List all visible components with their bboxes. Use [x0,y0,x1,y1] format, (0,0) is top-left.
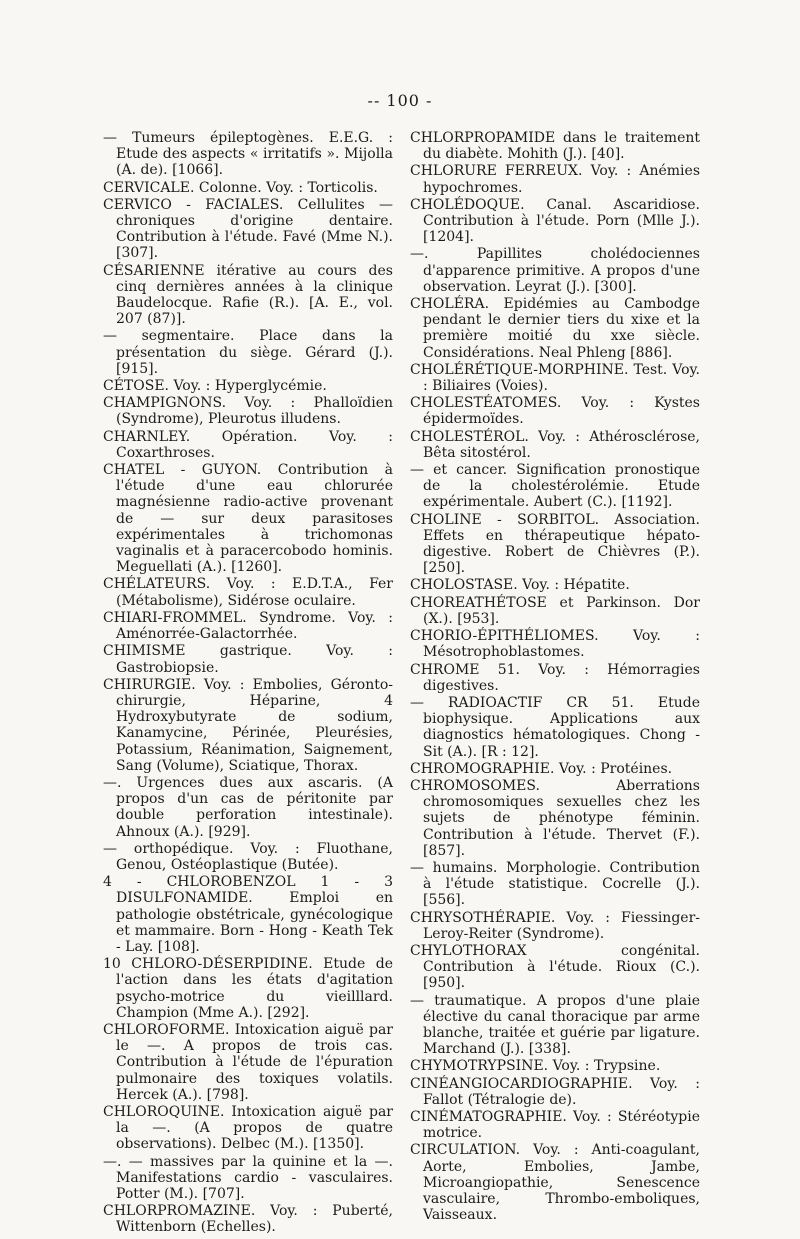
index-entry: CHOLÉDOQUE. Canal. Ascaridiose. Contribution à l'étude. Porn (Mlle J.). [1204]. [410,196,700,246]
index-entry: — traumatique. A propos d'une plaie élective du canal thoracique par arme blanche, traitée et guérie par ligature. Marchand (J.). [338]. [410,992,700,1058]
index-entry: 10 CHLORO-DÉSERPIDINE. Etude de l'action dans les états d'agitation psycho-motrice du vieilllard. Champion (Mme A.). [292]. [103,956,393,1021]
index-entry: CINÉMATOGRAPHIE. Voy. : Stéréotypie motrice. [410,1108,700,1142]
index-entry: CHIRURGIE. Voy. : Embolies, Géronto-chirurgie, Héparine, 4 Hydroxybutyrate de sodium, Kanamycine, Périnée, Pleurésies, Potassium, Réanimation, Saignement, Sang (Volume), Sciatique, Thorax. [103,676,393,774]
index-entry: CHOLOSTASE. Voy. : Hépatite. [410,577,630,594]
index-entry: CHÉLATEURS. Voy. : E.D.T.A., Fer (Métabolisme), Sidérose oculaire. [103,576,393,609]
index-entry: —. — massives par la quinine et la —. Manifestations cardio - vasculaires. Potter (M.). [707]. [103,1153,393,1202]
index-entry: CHLOROFORME. Intoxication aiguë par le —. A propos de trois cas. Contribution à l'étude de l'épuration pulmonaire des toxiques volatils. Hercek (A.). [798]. [103,1021,393,1103]
index-entry: CHIARI-FROMMEL. Syndrome. Voy. : Aménorrée-Galactorrhée. [103,609,393,643]
index-entry: CHLORPROPAMIDE dans le traitement du diabète. Mohith (J.). [40]. [410,130,700,163]
left-column [103,130,393,1237]
index-entry: — RADIOACTIF CR 51. Etude biophysique. Applications aux diagnostics hématologiques. Chong - Sit (A.). [R : 12]. [410,694,700,760]
index-entry: CHIMISME gastrique. Voy. : Gastrobiopsie. [103,643,393,676]
index-entry: — segmentaire. Place dans la présentation du siège. Gérard (J.). [915]. [103,328,393,377]
index-entry: —. Urgences dues aux ascaris. (A propos d'un cas de péritonite par double perforation intestinale). Ahnoux (A.). [929]. [103,774,393,840]
index-entry: CHLORPROMAZINE. Voy. : Puberté, Wittenborn (Echelles). [103,1203,393,1236]
index-entry: CINÉANGIOCARDIOGRAPHIE. Voy. : Fallot (Tétralogie de). [410,1075,700,1108]
index-entry: CHOLÉRÉTIQUE-MORPHINE. Test. Voy. : Biliaires (Voies). [410,361,700,395]
index-entry: CIRCULATION. Voy. : Anti-coagulant, Aorte, Embolies, Jambe, Microangiopathie, Senescence vasculaire, Thrombo-emboliques, Vaisseaux. [410,1142,700,1224]
index-entry: CHROME 51. Voy. : Hémorragies digestives. [410,661,700,694]
index-entry: CHYLOTHORAX congénital. Contribution à l'étude. Rioux (C.). [950]. [410,942,700,992]
index-entry: CHOLÉRA. Epidémies au Cambodge pendant le dernier tiers du xixe et la première moitié du xxe siècle. Considérations. Neal Phleng [886]. [410,296,700,361]
page-number: -- 100 - [367,91,433,110]
index-entry: CHROMOGRAPHIE. Voy. : Protéines. [410,760,673,777]
index-entry: — Tumeurs épileptogènes. E.E.G. : Etude des aspects « irritatifs ». Mijolla (A. de). [1066]. [103,130,393,179]
index-entry: CHARNLEY. Opération. Voy. : Coxarthroses. [103,428,393,461]
index-entry: CHAMPIGNONS. Voy. : Phalloïdien (Syndrome), Pleurotus illudens. [103,395,393,428]
index-entry: CHOLESTÉATOMES. Voy. : Kystes épidermoïdes. [410,395,700,428]
index-entry: CHOREATHÉTOSE et Parkinson. Dor (X.). [953]. [410,594,700,627]
index-entry: 4 - CHLOROBENZOL 1 - 3 DISULFONAMIDE. Emploi en pathologie obstétricale, gynécologique et mammaire. Born - Hong - Keath Tek - Lay. [108]. [103,874,393,955]
index-entry: CHORIO-ÉPITHÉLIOMES. Voy. : Mésotrophoblastomes. [410,628,700,661]
index-entry: CHYMOTRYPSINE. Voy. : Trypsine. [410,1058,661,1075]
index-entry: — et cancer. Signification pronostique de la cholestérolémie. Etude expérimentale. Aubert (C.). [1192]. [410,462,700,511]
index-entry: CERVICO - FACIALES. Cellulites — chroniques d'origine dentaire. Contribution à l'étude. Favé (Mme N.). [307]. [103,196,393,262]
index-entry: —. Papillites cholédociennes d'apparence primitive. A propos d'une observation. Leyrat (J.). [300]. [410,246,700,295]
index-entry: CERVICALE. Colonne. Voy. : Torticolis. [103,179,378,196]
index-entry: CHOLINE - SORBITOL. Association. Effets en thérapeutique hépato-digestive. Robert de Chièvres (P.). [250]. [410,511,700,577]
right-column [410,130,700,1224]
index-entry: CHATEL - GUYON. Contribution à l'étude d'une eau chlorurée magnésienne radio-active provenant de — sur deux parasitoses expérimentales à trichomonas vaginalis et à paracercobodo hominis. Meguellati (A.). [1260]. [103,462,393,576]
index-entry: — humains. Morphologie. Contribution à l'étude statistique. Cocrelle (J.). [556]. [410,859,700,909]
index-entry: CHROMOSOMES. Aberrations chromosomiques sexuelles chez les sujets de phénotype féminin. Contribution à l'étude. Thervet (F.). [857]. [410,777,700,859]
index-entry: CÉTOSE. Voy. : Hyperglycémie. [103,378,327,395]
index-entry: CHRYSOTHÉRAPIE. Voy. : Fiessinger-Leroy-Reiter (Syndrome). [410,909,700,942]
index-entry: CHLOROQUINE. Intoxication aiguë par la —. (A propos de quatre observations). Delbec (M.). [1350]. [103,1103,393,1153]
index-entry: — orthopédique. Voy. : Fluothane, Genou, Ostéoplastique (Butée). [103,840,393,873]
index-entry: CÉSARIENNE itérative au cours des cinq dernières années à la clinique Baudelocque. Rafie (R.). [A. E., vol. 207 (87)]. [103,262,393,328]
index-entry: CHOLESTÉROL. Voy. : Athérosclérose, Bêta sitostérol. [410,428,700,461]
index-entry: CHLORURE FERREUX. Voy. : Anémies hypochromes. [410,163,700,196]
